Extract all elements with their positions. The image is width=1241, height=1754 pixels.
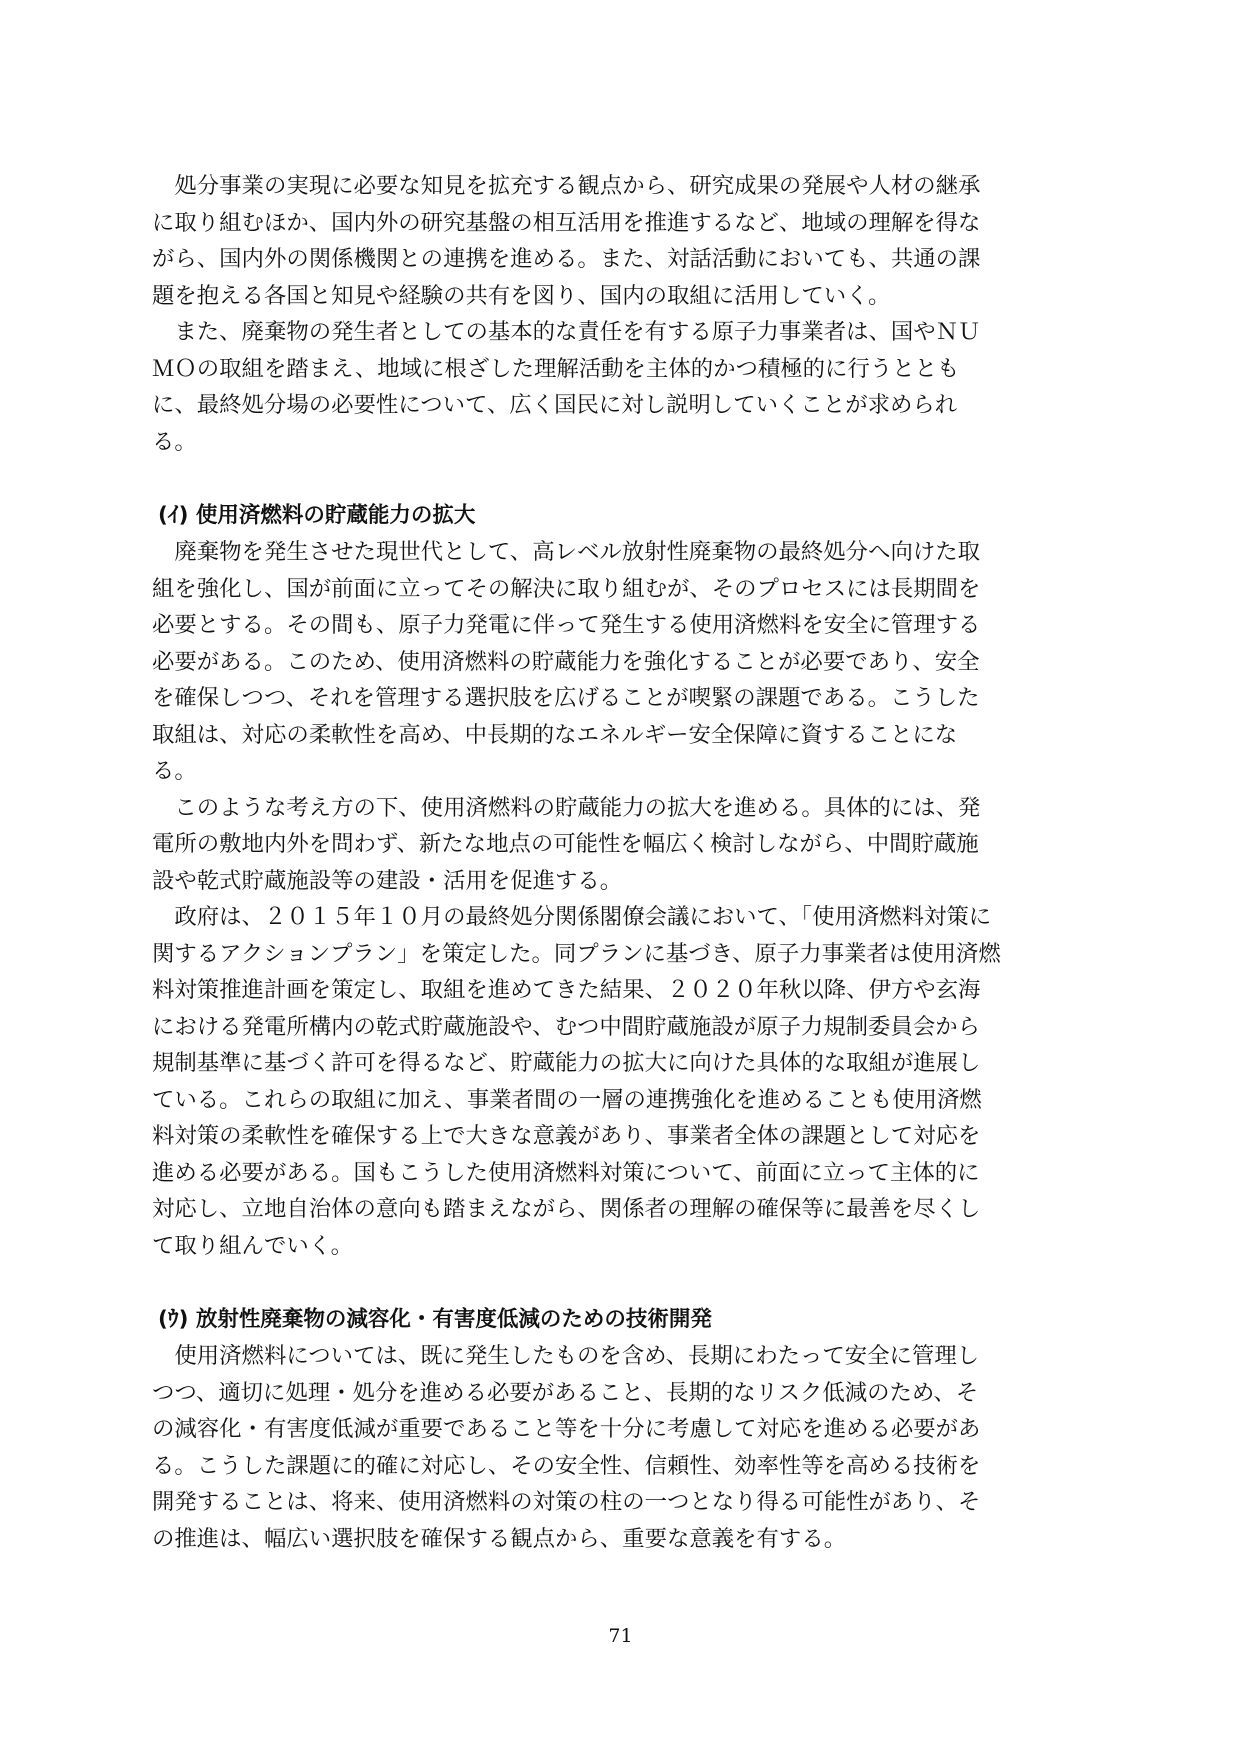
text-line: 必要がある。このため、使用済燃料の貯蔵能力を強化することが必要であり、安全 [152, 648, 980, 675]
text-line: 設や乾式貯蔵施設等の建設・活用を促進する。 [152, 867, 623, 894]
text-line: 処分事業の実現に必要な知見を拡充する観点から、研究成果の発展や人材の継承 [152, 173, 981, 199]
text-line: 関するアクションプラン」を策定した。同プランに基づき、原子力事業者は使用済燃 [152, 940, 1001, 967]
text-line: 政府は、２０１５年１０月の最終処分関係閣僚会議において、「使用済燃料対策に [152, 904, 992, 930]
text-line: の減容化・有害度低減が重要であること等を十分に考慮して対応を進める必要があ [152, 1416, 981, 1442]
text-line: る。こうした課題に的確に対応し、その安全性、信頼性、効率性等を高める技術を [152, 1452, 981, 1479]
section-heading-volume-reduction: (ｳ) 放射性廃棄物の減容化・有害度低減のための技術開発 [158, 1307, 712, 1332]
text-line: 規制基準に基づく許可を得るなど、貯蔵能力の拡大に向けた具体的な取組が進展し [152, 1050, 981, 1076]
paragraph-storage-need [152, 534, 1087, 790]
text-line: の推進は、幅広い選択肢を確保する観点から、重要な意義を有する。 [152, 1525, 847, 1552]
text-line: を確保しつつ、それを管理する選択肢を広げることが喫緊の課題である。こうした [152, 685, 980, 711]
text-line: ＭＯの取組を踏まえ、地域に根ざした理解活動を主体的かつ積極的に行うととも [152, 355, 960, 382]
document-body [152, 168, 1087, 1557]
section-heading-storage-capacity: (ｲ) 使用済燃料の貯蔵能力の拡大 [158, 503, 476, 528]
paragraph-storage-expansion [152, 790, 1087, 900]
text-line: 電所の敷地内外を問わず、新たな地点の可能性を幅広く検討しながら、中間貯蔵施 [152, 831, 979, 857]
text-line: このような考え方の下、使用済燃料の貯蔵能力の拡大を進める。具体的には、発 [152, 794, 981, 821]
text-line: ている。これらの取組に加え、事業者間の一層の連携強化を進めることも使用済燃 [152, 1086, 982, 1113]
paragraph-technology-development [152, 1338, 1087, 1557]
text-line: がら、国内外の関係機関との連携を進める。また、対話活動においても、共通の課 [152, 246, 981, 272]
text-line: 料対策推進計画を策定し、取組を進めてきた結果、２０２０年秋以降、伊方や玄海 [152, 977, 981, 1003]
paragraph-international-cooperation [152, 168, 1087, 314]
text-line: て取り組んでいく。 [152, 1232, 354, 1259]
text-line: る。 [152, 758, 197, 784]
text-line: つつ、適切に処理・処分を進める必要があること、長期的なリスク低減のため、そ [152, 1379, 979, 1406]
text-line: 開発することは、将来、使用済燃料の対策の柱の一つとなり得る可能性があり、そ [152, 1489, 981, 1515]
section-spacer [152, 1264, 1087, 1301]
text-line: 取組は、対応の柔軟性を高め、中長期的なエネルギー安全保障に資することにな [152, 721, 958, 748]
text-line: また、廃棄物の発生者としての基本的な責任を有する原子力事業者は、国やＮＵ [152, 319, 981, 345]
text-line: る。 [152, 428, 197, 455]
text-line: 必要とする。その間も、原子力発電に伴って発生する使用済燃料を安全に管理する [152, 612, 981, 638]
text-line: 組を強化し、国が前面に立ってその解決に取り組むが、そのプロセスには長期間を [152, 575, 981, 602]
text-line: 進める必要がある。国もこうした使用済燃料対策について、前面に立って主体的に [152, 1159, 980, 1186]
text-line: に、最終処分場の必要性について、広く国民に対し説明していくことが求められ [152, 392, 958, 418]
page-number: 71 [608, 1625, 633, 1647]
text-line: 題を抱える各国と知見や経験の共有を図り、国内の取組に活用していく。 [152, 282, 891, 309]
paragraph-action-plan [152, 899, 1087, 1264]
paragraph-operator-responsibility [152, 314, 1087, 460]
text-line: 廃棄物を発生させた現世代として、高レベル放射性廃棄物の最終処分へ向けた取 [152, 539, 981, 565]
text-line: 料対策の柔軟性を確保する上で大きな意義があり、事業者全体の課題として対応を [152, 1123, 981, 1149]
section-spacer [152, 460, 1087, 497]
text-line: における発電所構内の乾式貯蔵施設や、むつ中間貯蔵施設が原子力規制委員会から [152, 1013, 981, 1040]
text-line: 対応し、立地自治体の意向も踏まえながら、関係者の理解の確保等に最善を尽くし [152, 1196, 981, 1222]
text-line: に取り組むほか、国内外の研究基盤の相互活用を推進するなど、地域の理解を得な [152, 209, 981, 236]
text-line: 使用済燃料については、既に発生したものを含め、長期にわたって安全に管理し [152, 1343, 980, 1369]
